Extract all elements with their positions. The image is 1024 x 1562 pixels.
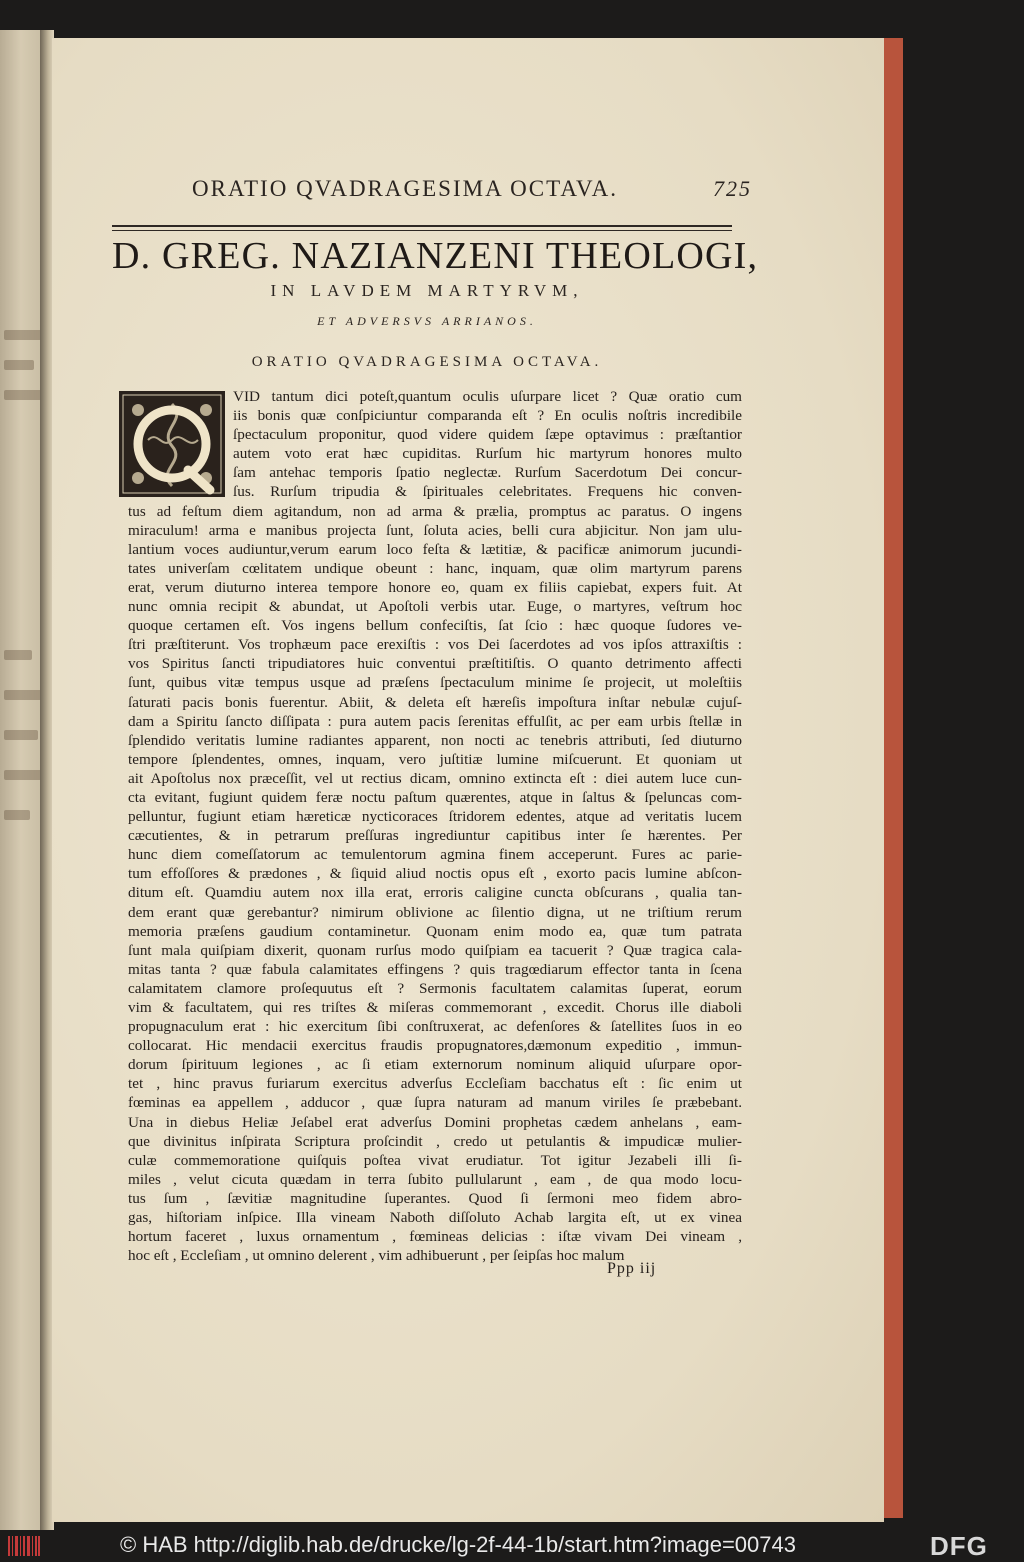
running-head-title: ORATIO QVADRAGESIMA OCTAVA. [192,176,618,201]
main-title: D. GREG. NAZIANZENI THEOLOGI, [112,235,759,277]
text-line: ſtri præſtiterunt. Vos trophæum pace erexiſtis : vos Dei ſacerdotes ad vos ipſos attraxiſtis : [128,636,742,654]
text-line: miles , velut cicuta quædam in terra ſubito pullularunt , eam , de qua modo locu- [128,1170,742,1188]
text-line: ſunt mala quiſpiam dixerit, quonam rurſus modo quiſpiam ea tacuerit ? Quæ tragica cala- [128,941,742,959]
text-line: ſplendido veritatis lumine radiantes apparent, non nocti ac tenebris attributi, ſed diuturno [128,731,742,749]
text-line: tates univerſam cœlitatem undique obeunt : hanc, inquam, quæ olim martyrum parens [128,559,742,577]
text-line: tet , hinc pravus furiarum exercitus adverſus Eccleſiam bacchatus eſt : ſic enim ut [128,1075,742,1093]
text-line: hortum faceret , luxus ornamentum , fœmineas delicias : iſtæ vivam Dei vineam , [128,1228,742,1246]
oratio-heading: ORATIO QVADRAGESIMA OCTAVA. [251,354,603,370]
text-line: vim & facultatem, qui res triſtes & miſeras commemorant , excedit. Chorus ille diaboli [128,999,742,1016]
subtitle: IN LAVDEM MARTYRVM, [270,281,584,300]
text-line: quoque certamen eſt. Vos ingens bellum confeciſtis, ſat ſcio : hæc quoque ſudores ve- [128,617,742,635]
text-line: erat, verum diuturno interea tempore honore eo, quam ex filiis capiebat, expers fuit. At [128,578,742,596]
text-line: iis bonis quæ conſpiciuntur comparanda eſt ? En oculis noſtris incredibile [233,407,742,425]
text-line: ait Apoſtolus nox præceſſit, vel ut rectius dicam, omnino extincta eſt : diei autem luce cun- [128,769,742,787]
text-line: tempore ſplendentes, omnes, inquam, vero juſtitiæ lumine miſcuerunt. Et quoniam ut [128,750,742,768]
text-line: dam a Spiritu ſancto diſſipata : pura autem pacis ſerenitas effulſit, ac per eam urbis ſtellæ in [128,712,742,730]
text-line: propugnaculum erat : hic exercitum ſibi conſtruxerat, ac defenſores & ſatellites ſuos in eo [128,1018,742,1036]
text-line: ſpectaculum proponitur, quod videre quidem ſæpe optavimus : præſtantior [233,426,742,444]
page-number: 725 [713,176,752,201]
text-line: pelluntur, fugiunt etiam hæreticæ nycticoraces ſtridorem edentes, atque ad veritatis lucem [128,808,742,826]
text-line: calamitatem clamore proſequutus eſt ? Sermonis facultatem calamitas ſuperat, eorum [128,979,742,997]
running-head [192,176,752,202]
text-line: cta evitant, fugiunt quidem feræ noctu paſtum quærentes, atque in ſaltus & ſpeluncas com- [128,788,742,806]
text-line: Una in diebus Heliæ Jeſabel erat adverſus Domini prophetas cædem anhelans , eam- [128,1113,742,1131]
body-text [128,387,742,1265]
dfg-logo: DFG [930,1531,988,1561]
header-rule [112,225,732,227]
text-line: autem voto erat hæc cupiditas. Rurſum hic martyrum honores multo [233,445,742,463]
text-line: ſam antehac temporis ſpatio neglectæ. Rurſum Sacerdotum Dei concur- [233,464,742,482]
text-line: que divinitus inſpirata Scriptura proſcindit , credo ut petulantis & impudicæ mulier- [128,1132,742,1150]
text-line: cæcutientes, & in petrarum preſſuras ingrediuntur capitibus inter ſe hærentes. Per [128,827,742,845]
text-line: culæ commemoratione quiſquis poſtea vivat erudiatur. Tot igitur Jezabeli illi ſi- [128,1151,742,1169]
text-line: fœminas ea appellem , adducor , quæ ſupra naturam ad manum viriles ſe præbebant. [128,1094,742,1112]
text-line: collocarat. Hic mendacii exercitus fraudis propugnatores,dæmonum expeditio , immun- [128,1037,742,1055]
text-line: vos Spiritus ſancti tripudiatores huic conventui præſtitiſtis. O quanto detrimento affecti [128,655,742,673]
footer-bar [0,1530,1024,1560]
text-line: ſus. Rurſum tripudia & ſpirituales celebritates. Frequens hic conven- [233,483,742,501]
text-line: ſunt, quibus vitæ tempus usque ad præſens ſpectaculum minime ſe projecit, ut moleſtiis [128,674,742,692]
text-line: nunc omnia recipit & abundat, ut Apoſtoli verbis utar. Euge, o martyres, veſtrum hoc [128,598,742,616]
text-line: mitas tanta ? quæ fabula calamitates effingens ? quis tragœdiarum effector tanta in ſcena [128,960,742,978]
text-line: miraculum! arma e manibus projecta ſunt, ſoluta acies, belli cura abjicitur. Non jam ulu- [128,521,742,539]
text-line: ditum eſt. Quamdiu autem nox illa erat, erroris caligine cuncta obſcurans , qualia tan- [128,884,742,902]
text-line: gas, hiſtoriam inſpice. Illa vineam Naboth diſſoluto Achab largita eſt, ut ex vinea [128,1209,742,1227]
text-line: ſaturati pacis bonis fuerentur. Abiit, & deleta eſt hæreſis impoſtura inſtar nebulæ cujuſ- [128,693,742,711]
subtitle-secondary: ET ADVERSVS ARRIANOS. [317,314,537,328]
header-rule-thin [112,230,732,231]
text-line: tus ad feſtum diem agitandum, non ad arma & prælia, promptus ac paratus. O ingens [128,502,742,520]
book-page [52,38,884,1522]
text-line: hoc eſt , Eccleſiam , ut omnino delerent , vim adhibuerunt , per ſeipſas hoc malum [128,1247,625,1265]
text-line: dorum ſpirituum legiones , ac ſi etiam externorum nominum aliquid uſurpare opor- [128,1056,742,1074]
barcode-icon [8,1536,40,1556]
text-line: tus ſum , ſævitiæ magnitudine ſuperantes. Quod ſi ſermoni meo fidem abro- [128,1189,742,1207]
text-line: VID tantum dici poteſt,quantum oculis uſurpare licet ? Quæ oratio cum [233,388,742,405]
copyright-url[interactable]: © HAB http://diglib.hab.de/drucke/lg-2f-44-1b/start.htm?image=00743 [120,1532,796,1557]
text-line: hunc diem comeſſatorum ac temulentorum agmina finem acceperunt. Fures ac parie- [128,846,742,864]
signature-mark: Ppp iij [607,1260,657,1277]
text-line: lantium voces audiuntur,verum earum loco feſta & lætitiæ, & pacificæ animorum jucundi- [128,540,742,558]
text-line: memoria præſens gaudium contaminetur. Quonam enim modo ea, quæ tum patrata [128,922,742,940]
text-line: dem erant quæ gerebantur? nimirum oblivione ac ſilentio digna, ut ne triſtium rerum [128,903,742,921]
text-line: tum effoſſores & prædones , & ſiquid aliud noctis opus eſt , exorto pacis lumine abſcon- [128,865,742,883]
